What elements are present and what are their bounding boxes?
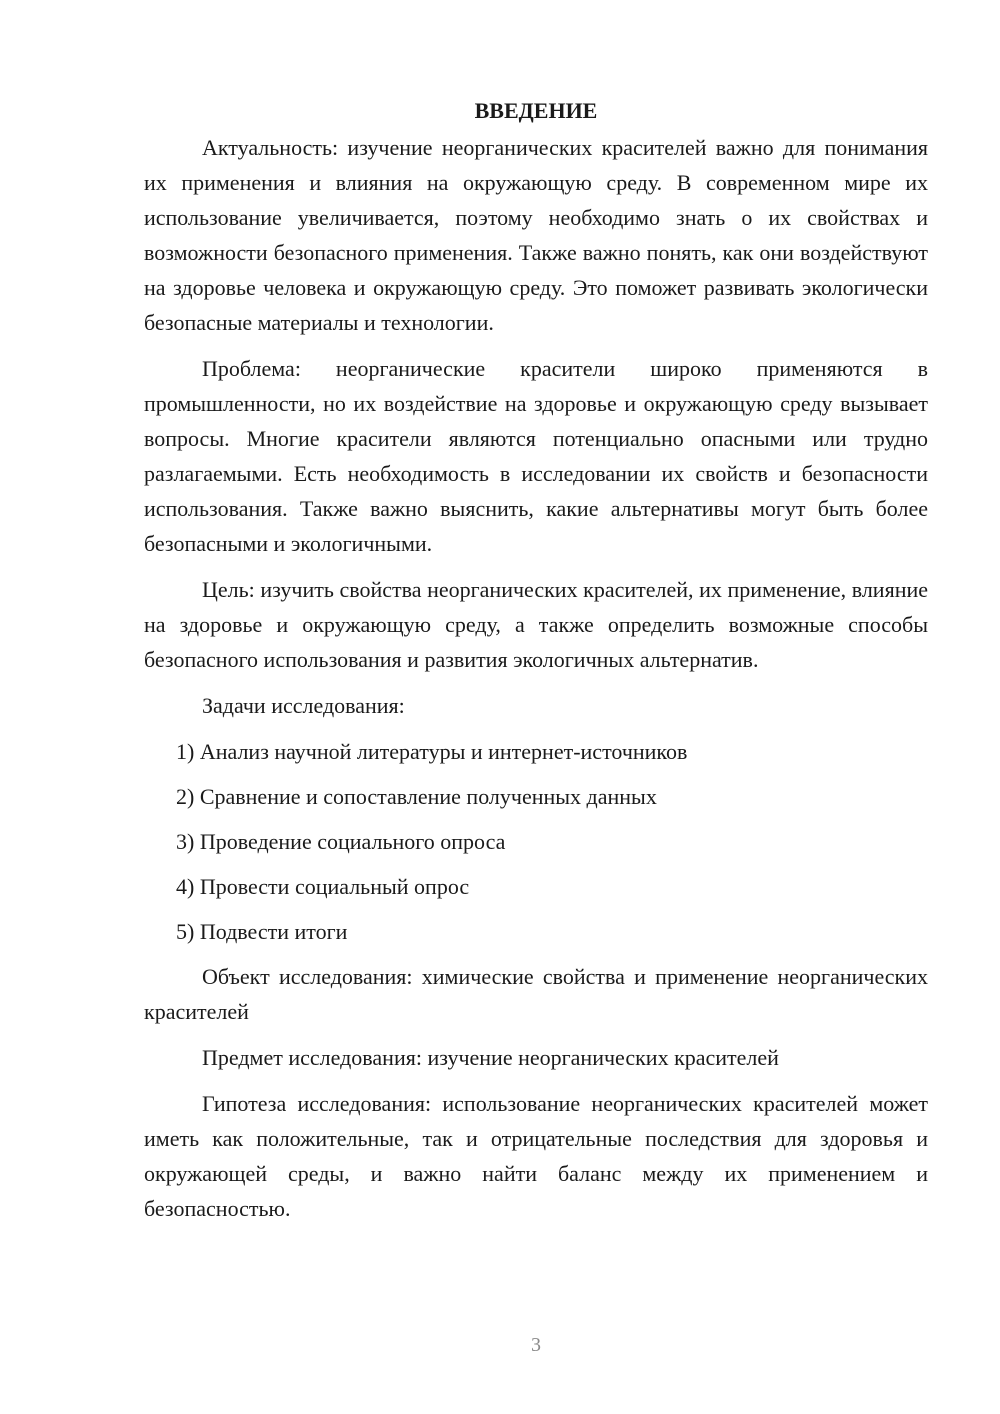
tasks-heading: Задачи исследования:	[202, 693, 405, 718]
hypothesis-paragraph: Гипотеза исследования: использование неорганических красителей может иметь как положительные, так и отрицательные последствия для здоровья и окружающей среды, и важно найти баланс между их применением и безопасностью.	[144, 1091, 928, 1221]
document-page	[144, 95, 928, 1226]
relevance-paragraph: Актуальность: изучение неорганических красителей важно для понимания их применения и влияния на окружающую среду. В современном мире их использование увеличивается, поэтому необходимо знать о их свойствах и возможности безопасного применения. Также важно понять, как они воздействуют на здоровье человека и окружающую среду. Это поможет развивать экологически безопасные материалы и технологии.	[144, 135, 928, 335]
object-paragraph: Объект исследования: химические свойства и применение неорганических красителей	[144, 964, 928, 1024]
problem-paragraph: Проблема: неорганические красители широко применяются в промышленности, но их воздействие на здоровье и окружающую среду вызывает вопросы. Многие красители являются потенциально опасными или трудно разлагаемыми. Есть необходимость в исследовании их свойств и безопасности использования. Также важно выяснить, какие альтернативы могут быть более безопасными и экологичными.	[144, 356, 928, 556]
task-item: 2) Сравнение и сопоставление полученных данных	[176, 784, 657, 809]
page-number: 3	[531, 1334, 541, 1356]
task-item: 1) Анализ научной литературы и интернет-источников	[176, 739, 688, 764]
section-title: ВВЕДЕНИЕ	[474, 98, 598, 123]
goal-paragraph: Цель: изучить свойства неорганических красителей, их применение, влияние на здоровье и окружающую среду, а также определить возможные способы безопасного использования и развития экологичных альтернатив.	[144, 577, 928, 672]
subject-paragraph: Предмет исследования: изучение неорганических красителей	[202, 1045, 779, 1070]
task-item: 5) Подвести итоги	[176, 919, 348, 944]
task-item: 4) Провести социальный опрос	[176, 874, 470, 899]
task-item: 3) Проведение социального опроса	[176, 829, 506, 854]
